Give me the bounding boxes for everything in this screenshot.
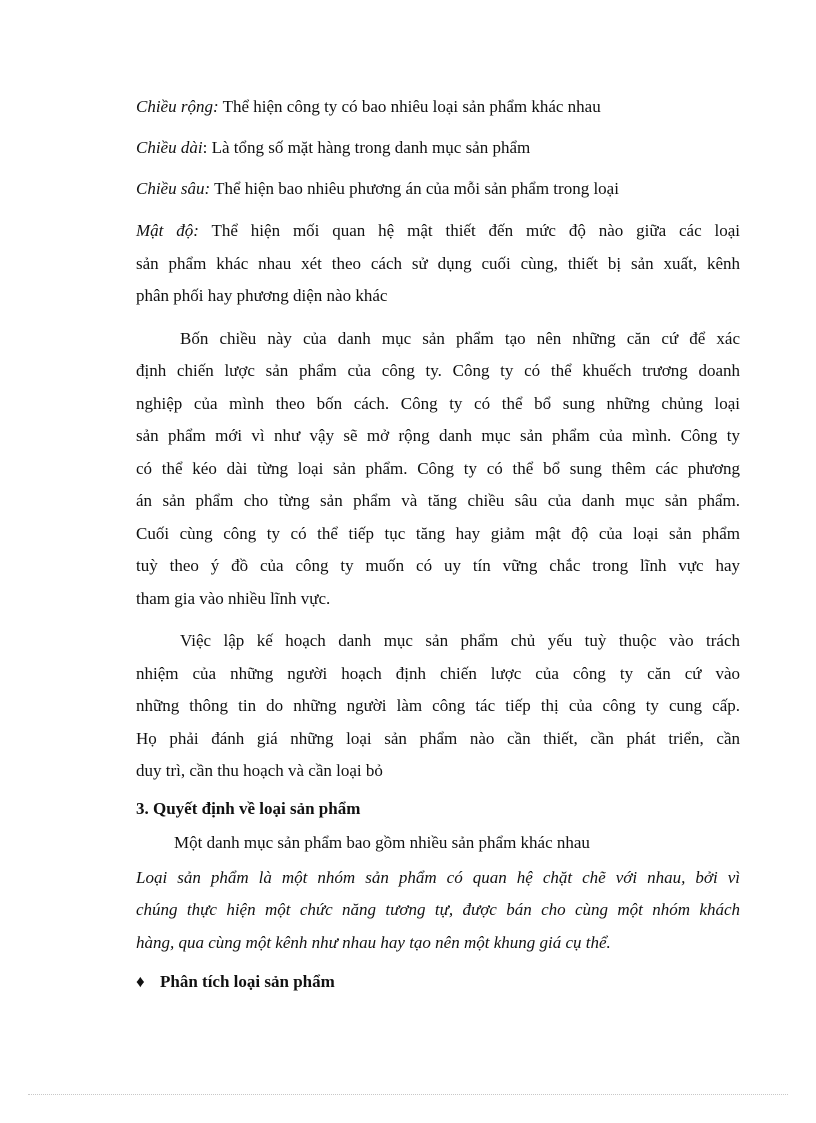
text-line: Cuối cùng công ty có thể tiếp tục tăng hay giảm mật độ của loại sản phẩm <box>136 523 740 543</box>
page-bottom-divider <box>28 1094 788 1095</box>
definition-width-text: Thể hiện công ty có bao nhiêu loại sản phẩm khác nhau <box>218 97 601 116</box>
page-content <box>136 92 740 997</box>
paragraph-planning <box>136 625 740 788</box>
term-width: Chiều rộng: <box>136 97 219 116</box>
definition-density <box>136 215 740 313</box>
product-line-definition <box>136 862 740 960</box>
term-density: Mật độ: <box>136 221 199 240</box>
bullet-text: Phân tích loại sản phẩm <box>160 972 335 991</box>
text-line: Bốn chiều này của danh mục sản phẩm tạo nên những căn cứ để xác <box>180 328 740 348</box>
text-line: chúng thực hiện một chức năng tương tự, được bán cho cùng một nhóm khách <box>136 900 740 919</box>
text-line: Loại sản phẩm là một nhóm sản phẩm có quan hệ chặt chẽ với nhau, bởi vì <box>136 867 740 887</box>
text-line: nhiệm của những người hoạch định chiến lược của công ty căn cứ vào <box>136 663 740 683</box>
definition-depth-text: Thể hiện bao nhiêu phương án của mỗi sản phẩm trong loại <box>210 179 619 198</box>
bullet-item <box>136 967 740 997</box>
text-line: phân phối hay phương diện nào khác <box>136 286 388 305</box>
text-line: án sản phẩm cho từng sản phẩm và tăng chiều sâu của danh mục sản phẩm. <box>136 491 740 510</box>
term-depth: Chiều sâu: <box>136 179 211 198</box>
text-line: duy trì, cần thu hoạch và cần loại bỏ <box>136 761 383 780</box>
section-heading: 3. Quyết định về loại sản phẩm <box>136 798 361 818</box>
text-line: có thể kéo dài từng loại sản phẩm. Công ty có thể bổ sung thêm các phương <box>136 458 740 478</box>
text-line: định chiến lược sản phẩm của công ty. Công ty có thể khuếch trương doanh <box>136 361 740 380</box>
paragraph-strategy <box>136 323 740 616</box>
definition-depth <box>136 174 740 215</box>
text-line: tham gia vào nhiều lĩnh vực. <box>136 588 331 608</box>
definition-length-text: : Là tổng số mặt hàng trong danh mục sản phẩm <box>202 138 531 157</box>
text-line: Việc lập kế hoạch danh mục sản phẩm chủ yếu tuỳ thuộc vào trách <box>180 631 740 650</box>
text-line: tuỳ theo ý đồ của công ty muốn có uy tín vững chắc trong lĩnh vực hay <box>136 556 740 575</box>
text-line: Họ phải đánh giá những loại sản phẩm nào cần thiết, cần phát triển, cần <box>136 728 740 748</box>
section-intro: Một danh mục sản phẩm bao gồm nhiều sản phẩm khác nhau <box>174 832 590 852</box>
definition-length <box>136 133 740 174</box>
text-line: nghiệp của mình theo bốn cách. Công ty có thể bổ sung những chủng loại <box>136 393 740 413</box>
text-line: những thông tin do những người làm công tác tiếp thị của công ty cung cấp. <box>136 696 740 715</box>
text-line: sản phẩm mới vì như vậy sẽ mở rộng danh mục sản phẩm của mình. Công ty <box>136 426 740 445</box>
definition-width <box>136 92 740 133</box>
term-length: Chiều dài <box>136 138 203 157</box>
text-line: hàng, qua cùng một kênh như nhau hay tạo nên một khung giá cụ thể. <box>136 932 611 952</box>
text-line: sản phẩm khác nhau xét theo cách sử dụng cuối cùng, thiết bị sản xuất, kênh <box>136 253 740 273</box>
text-line: Mật độ: Thể hiện mối quan hệ mật thiết đến mức độ nào giữa các loại <box>136 221 740 240</box>
diamond-bullet-icon: ♦ <box>136 972 145 991</box>
